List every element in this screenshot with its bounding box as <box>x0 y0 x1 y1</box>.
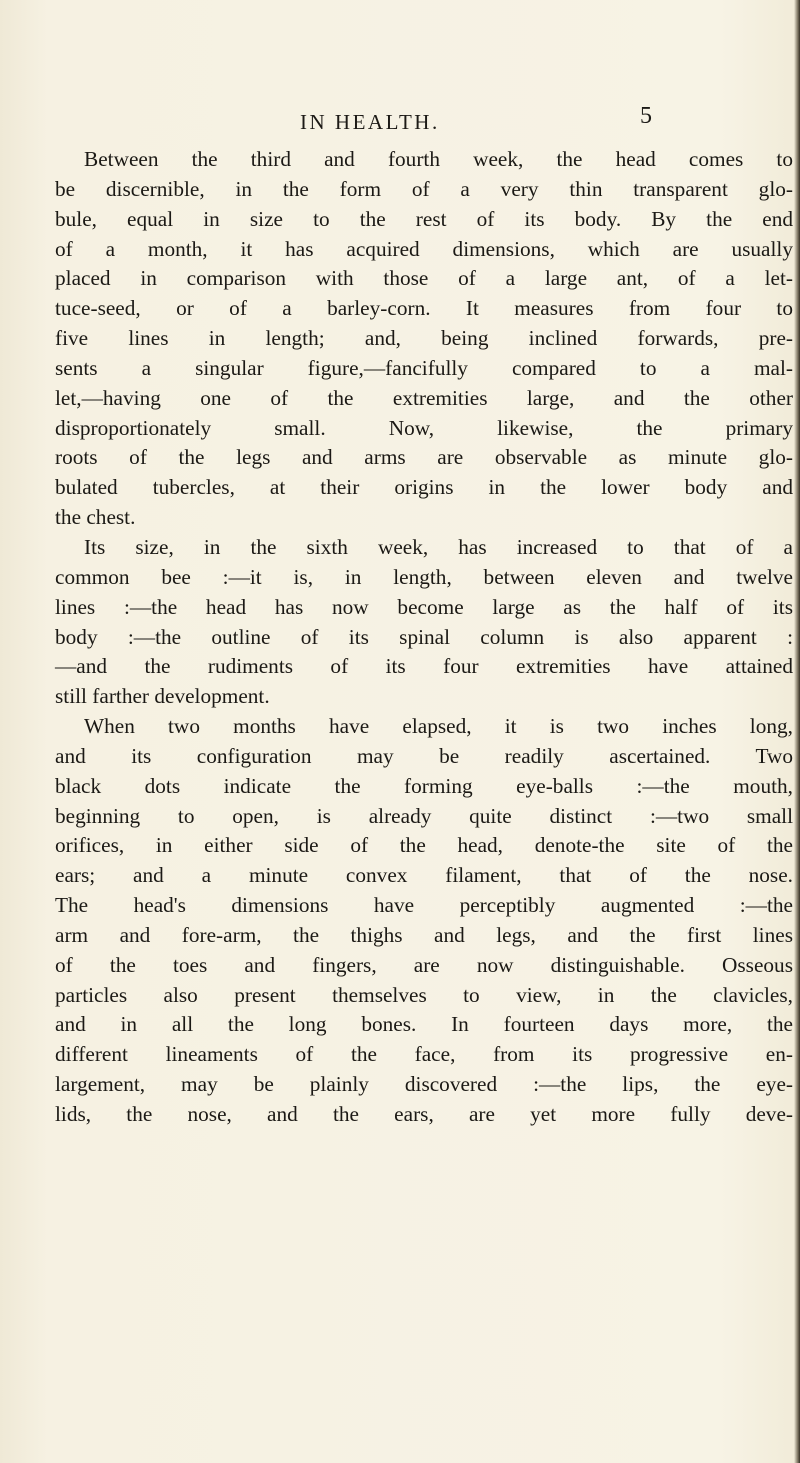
text-line: The head's dimensions have perceptibly augmented :—the <box>55 893 793 918</box>
page-number: 5 <box>640 103 652 129</box>
text-line: and in all the long bones. In fourteen days more, the <box>55 1012 793 1037</box>
text-line: still farther development. <box>55 684 270 709</box>
text-line: and its configuration may be readily ascertained. Two <box>55 743 793 768</box>
text-line: lids, the nose, and the ears, are yet more fully deve- <box>55 1102 793 1126</box>
text-line: of the toes and fingers, are now distinguishable. Osseous <box>55 952 793 977</box>
text-line: Its size, in the sixth week, has increased to that of a <box>84 534 793 559</box>
text-line: body :—the outline of its spinal column is also apparent : <box>55 624 793 649</box>
text-line: of a month, it has acquired dimensions, which are usually <box>55 236 793 261</box>
text-line: lines :—the head has now become large as the half of its <box>55 594 793 619</box>
text-line: the chest. <box>55 505 136 530</box>
text-line: particles also present themselves to view, in the clavicles, <box>55 982 793 1007</box>
text-line: —and the rudiments of its four extremities have attained <box>55 654 793 679</box>
text-line: When two months have elapsed, it is two inches long, <box>84 714 793 739</box>
text-line: Between the third and fourth week, the head comes to <box>84 147 793 171</box>
text-line: be discernible, in the form of a very thin transparent glo- <box>55 176 793 201</box>
text-line: disproportionately small. Now, likewise, the primary <box>55 415 793 440</box>
text-line: let,—having one of the extremities large, and the other <box>55 385 793 410</box>
text-line: largement, may be plainly discovered :—the lips, the eye- <box>55 1072 793 1097</box>
text-line: arm and fore-arm, the thighs and legs, and the first lines <box>55 922 793 947</box>
text-line: placed in comparison with those of a large ant, of a let- <box>55 266 793 291</box>
text-line: bule, equal in size to the rest of its body. By the end <box>55 206 793 231</box>
body-text <box>55 145 793 1130</box>
text-line: ears; and a minute convex filament, that of the nose. <box>55 863 793 888</box>
text-line: tuce-seed, or of a barley-corn. It measures from four to <box>55 296 793 321</box>
text-line: beginning to open, is already quite distinct :—two small <box>55 803 793 828</box>
text-line: roots of the legs and arms are observable as minute glo- <box>55 445 793 470</box>
text-line: sents a singular figure,—fancifully compared to a mal- <box>55 355 793 380</box>
running-title: IN HEALTH. <box>300 110 440 134</box>
text-line: black dots indicate the forming eye-balls :—the mouth, <box>55 773 793 798</box>
text-line: orifices, in either side of the head, denote-the site of the <box>55 833 793 858</box>
text-line: common bee :—it is, in length, between eleven and twelve <box>55 564 793 589</box>
text-line: five lines in length; and, being inclined forwards, pre- <box>55 326 793 351</box>
text-line: bulated tubercles, at their origins in the lower body and <box>55 475 793 500</box>
text-line: different lineaments of the face, from its progressive en- <box>55 1042 793 1067</box>
page-edge-shadow <box>794 0 800 1463</box>
